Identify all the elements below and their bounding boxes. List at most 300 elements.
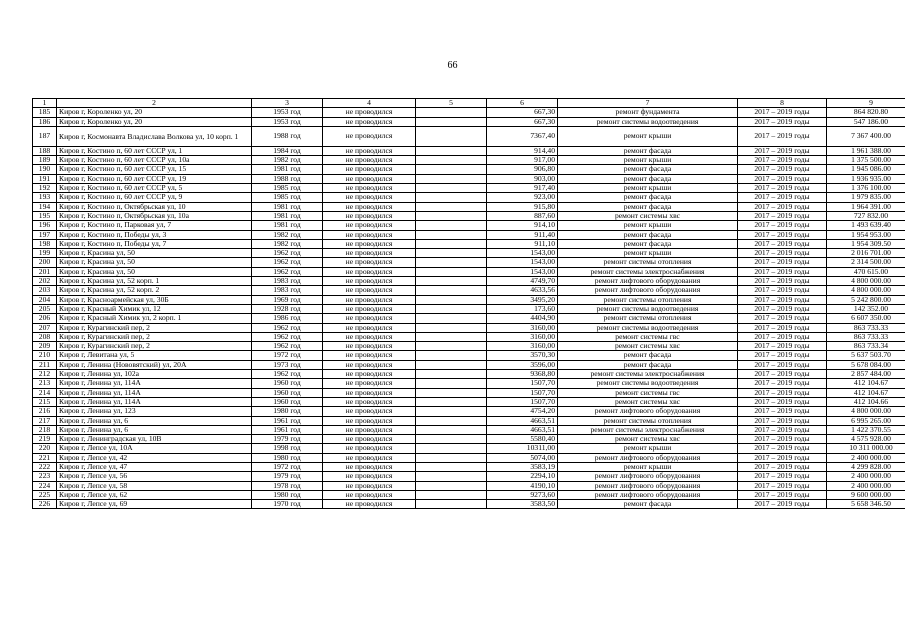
cell-address: Киров г, Костино п, Победы ул, 3	[57, 230, 252, 239]
cell-last-repair: не проводился	[323, 108, 416, 117]
cell-area: 911,40	[487, 230, 558, 239]
cell-row-number: 223	[33, 472, 57, 481]
cell-address: Киров г, Курагинский пер, 2	[57, 332, 252, 341]
cell-area: 3160,00	[487, 323, 558, 332]
cell-period: 2017 – 2019 годы	[738, 435, 827, 444]
cell-cost: 2 400 000.00	[827, 481, 905, 490]
cell-area: 3583,19	[487, 462, 558, 471]
cell-last-repair: не проводился	[323, 156, 416, 165]
cell-cost: 6 995 265.00	[827, 416, 905, 425]
table-row	[33, 295, 905, 304]
cell-cost: 1 945 086.00	[827, 165, 905, 174]
cell-period: 2017 – 2019 годы	[738, 453, 827, 462]
cell-row-number: 197	[33, 230, 57, 239]
cell-work-type: ремонт системы отопления	[558, 258, 738, 267]
cell-last-repair: не проводился	[323, 332, 416, 341]
cell-area: 3160,00	[487, 342, 558, 351]
cell-area: 3160,00	[487, 332, 558, 341]
cell-build-year: 1982 год	[252, 230, 323, 239]
cell-period: 2017 – 2019 годы	[738, 174, 827, 183]
cell-col-5	[416, 295, 487, 304]
cell-col-5	[416, 156, 487, 165]
cell-period: 2017 – 2019 годы	[738, 286, 827, 295]
cell-col-5	[416, 425, 487, 434]
cell-area: 5074,00	[487, 453, 558, 462]
cell-cost: 727 832.00	[827, 211, 905, 220]
cell-cost: 1 979 835.00	[827, 193, 905, 202]
column-number-1: 1	[33, 99, 57, 108]
cell-col-5	[416, 490, 487, 499]
cell-col-5	[416, 304, 487, 313]
cell-col-5	[416, 472, 487, 481]
cell-work-type: ремонт системы водоотведения	[558, 379, 738, 388]
cell-period: 2017 – 2019 годы	[738, 221, 827, 230]
page-number: 66	[447, 60, 458, 71]
cell-row-number: 214	[33, 388, 57, 397]
table-row	[33, 267, 905, 276]
cell-build-year: 1962 год	[252, 323, 323, 332]
cell-col-5	[416, 444, 487, 453]
cell-period: 2017 – 2019 годы	[738, 156, 827, 165]
cell-row-number: 222	[33, 462, 57, 471]
cell-row-number: 201	[33, 267, 57, 276]
cell-cost: 1 422 370.55	[827, 425, 905, 434]
cell-period: 2017 – 2019 годы	[738, 481, 827, 490]
cell-work-type: ремонт системы отопления	[558, 295, 738, 304]
cell-cost: 864 820.80	[827, 108, 905, 117]
column-number-5: 5	[416, 99, 487, 108]
table-row	[33, 202, 905, 211]
cell-row-number: 191	[33, 174, 57, 183]
cell-cost: 5 658 346.50	[827, 500, 905, 509]
cell-build-year: 1981 год	[252, 221, 323, 230]
table-row	[33, 388, 905, 397]
cell-cost: 1 936 935.00	[827, 174, 905, 183]
cell-last-repair: не проводился	[323, 314, 416, 323]
cell-last-repair: не проводился	[323, 174, 416, 183]
cell-work-type: ремонт системы хвс	[558, 211, 738, 220]
cell-area: 4663,51	[487, 416, 558, 425]
column-number-7: 7	[558, 99, 738, 108]
cell-period: 2017 – 2019 годы	[738, 314, 827, 323]
cell-address: Киров г, Ленина ул, 114А	[57, 397, 252, 406]
cell-address: Киров г, Левитана ул, 5	[57, 351, 252, 360]
cell-last-repair: не проводился	[323, 472, 416, 481]
cell-work-type: ремонт фасада	[558, 360, 738, 369]
cell-last-repair: не проводился	[323, 481, 416, 490]
cell-cost: 4 299 828.00	[827, 462, 905, 471]
cell-address: Киров г, Красина ул, 50	[57, 258, 252, 267]
cell-row-number: 216	[33, 407, 57, 416]
cell-col-5	[416, 258, 487, 267]
cell-cost: 470 615.00	[827, 267, 905, 276]
cell-row-number: 204	[33, 295, 57, 304]
cell-area: 917,00	[487, 156, 558, 165]
cell-address: Киров г, Красный Химик ул, 12	[57, 304, 252, 313]
cell-build-year: 1986 год	[252, 314, 323, 323]
cell-address: Киров г, Красный Химик ул, 2 корп. 1	[57, 314, 252, 323]
cell-address: Киров г, Лепсе ул, 69	[57, 500, 252, 509]
cell-area: 173,60	[487, 304, 558, 313]
cell-work-type: ремонт системы отопления	[558, 416, 738, 425]
table-row	[33, 258, 905, 267]
cell-address: Киров г, Красина ул, 52 корп. 2	[57, 286, 252, 295]
cell-last-repair: не проводился	[323, 397, 416, 406]
cell-area: 915,80	[487, 202, 558, 211]
column-number-2: 2	[57, 99, 252, 108]
cell-build-year: 1984 год	[252, 146, 323, 155]
cell-build-year: 1960 год	[252, 397, 323, 406]
cell-cost: 1 376 100.00	[827, 184, 905, 193]
cell-build-year: 1972 год	[252, 462, 323, 471]
cell-area: 4404,90	[487, 314, 558, 323]
table-row	[33, 481, 905, 490]
cell-period: 2017 – 2019 годы	[738, 444, 827, 453]
cell-period: 2017 – 2019 годы	[738, 258, 827, 267]
cell-address: Киров г, Костино п, Парковая ул, 7	[57, 221, 252, 230]
cell-work-type: ремонт фасада	[558, 351, 738, 360]
cell-cost: 412 104.67	[827, 379, 905, 388]
cell-cost: 4 800 000.00	[827, 277, 905, 286]
cell-area: 4633,56	[487, 286, 558, 295]
cell-work-type: ремонт фасада	[558, 202, 738, 211]
cell-period: 2017 – 2019 годы	[738, 117, 827, 126]
table-row	[33, 277, 905, 286]
cell-row-number: 206	[33, 314, 57, 323]
cell-row-number: 190	[33, 165, 57, 174]
cell-work-type: ремонт крыши	[558, 249, 738, 258]
table-row	[33, 165, 905, 174]
table-row	[33, 184, 905, 193]
cell-work-type: ремонт лифтового оборудования	[558, 277, 738, 286]
cell-row-number: 186	[33, 117, 57, 126]
cell-period: 2017 – 2019 годы	[738, 108, 827, 117]
cell-row-number: 198	[33, 239, 57, 248]
cell-period: 2017 – 2019 годы	[738, 407, 827, 416]
cell-build-year: 1985 год	[252, 184, 323, 193]
cell-last-repair: не проводился	[323, 184, 416, 193]
cell-cost: 412 104.67	[827, 388, 905, 397]
cell-area: 4754,20	[487, 407, 558, 416]
cell-build-year: 1980 год	[252, 407, 323, 416]
cell-area: 917,40	[487, 184, 558, 193]
cell-build-year: 1982 год	[252, 239, 323, 248]
table-row	[33, 453, 905, 462]
column-number-4: 4	[323, 99, 416, 108]
cell-last-repair: не проводился	[323, 500, 416, 509]
table-row	[33, 126, 905, 146]
table-row	[33, 249, 905, 258]
cell-row-number: 188	[33, 146, 57, 155]
cell-area: 906,80	[487, 165, 558, 174]
cell-period: 2017 – 2019 годы	[738, 388, 827, 397]
cell-col-5	[416, 277, 487, 286]
cell-work-type: ремонт крыши	[558, 156, 738, 165]
cell-col-5	[416, 314, 487, 323]
cell-cost: 2 016 701.00	[827, 249, 905, 258]
cell-build-year: 1978 год	[252, 481, 323, 490]
cell-row-number: 192	[33, 184, 57, 193]
cell-build-year: 1961 год	[252, 425, 323, 434]
cell-last-repair: не проводился	[323, 286, 416, 295]
cell-address: Киров г, Костино п, Победы ул, 7	[57, 239, 252, 248]
cell-cost: 7 367 400.00	[827, 126, 905, 146]
cell-row-number: 193	[33, 193, 57, 202]
cell-row-number: 220	[33, 444, 57, 453]
cell-cost: 2 400 000.00	[827, 472, 905, 481]
cell-period: 2017 – 2019 годы	[738, 342, 827, 351]
cell-row-number: 185	[33, 108, 57, 117]
cell-last-repair: не проводился	[323, 249, 416, 258]
cell-work-type: ремонт фасада	[558, 193, 738, 202]
cell-build-year: 1988 год	[252, 174, 323, 183]
cell-row-number: 187	[33, 126, 57, 146]
cell-col-5	[416, 435, 487, 444]
cell-cost: 412 104.66	[827, 397, 905, 406]
cell-period: 2017 – 2019 годы	[738, 379, 827, 388]
cell-col-5	[416, 165, 487, 174]
cell-col-5	[416, 184, 487, 193]
table-row	[33, 323, 905, 332]
cell-col-5	[416, 174, 487, 183]
cell-col-5	[416, 453, 487, 462]
table-row	[33, 304, 905, 313]
cell-address: Киров г, Лепсе ул, 56	[57, 472, 252, 481]
cell-col-5	[416, 202, 487, 211]
cell-cost: 142 352.00	[827, 304, 905, 313]
cell-col-5	[416, 239, 487, 248]
cell-address: Киров г, Костино п, 60 лет СССР ул, 1	[57, 146, 252, 155]
cell-last-repair: не проводился	[323, 267, 416, 276]
table-row	[33, 193, 905, 202]
cell-build-year: 1973 год	[252, 360, 323, 369]
cell-build-year: 1962 год	[252, 258, 323, 267]
cell-work-type: ремонт системы хвс	[558, 342, 738, 351]
cell-period: 2017 – 2019 годы	[738, 351, 827, 360]
cell-last-repair: не проводился	[323, 211, 416, 220]
cell-last-repair: не проводился	[323, 165, 416, 174]
cell-row-number: 189	[33, 156, 57, 165]
cell-address: Киров г, Костино п, 60 лет СССР ул, 19	[57, 174, 252, 183]
table-row	[33, 360, 905, 369]
cell-period: 2017 – 2019 годы	[738, 360, 827, 369]
cell-period: 2017 – 2019 годы	[738, 184, 827, 193]
cell-address: Киров г, Космонавта Владислава Волкова ул, 10 корп. 1	[57, 126, 252, 146]
cell-last-repair: не проводился	[323, 435, 416, 444]
cell-work-type: ремонт системы гвс	[558, 388, 738, 397]
cell-last-repair: не проводился	[323, 425, 416, 434]
cell-address: Киров г, Ленина ул, 123	[57, 407, 252, 416]
cell-work-type: ремонт крыши	[558, 126, 738, 146]
cell-last-repair: не проводился	[323, 453, 416, 462]
cell-col-5	[416, 108, 487, 117]
cell-work-type: ремонт фасада	[558, 230, 738, 239]
cell-address: Киров г, Ленина ул, 102а	[57, 370, 252, 379]
cell-work-type: ремонт системы водоотведения	[558, 117, 738, 126]
cell-area: 887,60	[487, 211, 558, 220]
cell-last-repair: не проводился	[323, 490, 416, 499]
cell-row-number: 226	[33, 500, 57, 509]
cell-period: 2017 – 2019 годы	[738, 462, 827, 471]
cell-row-number: 196	[33, 221, 57, 230]
cell-col-5	[416, 342, 487, 351]
cell-build-year: 1980 год	[252, 490, 323, 499]
cell-address: Киров г, Костино п, Октябрьская ул, 10	[57, 202, 252, 211]
cell-work-type: ремонт фасада	[558, 146, 738, 155]
cell-build-year: 1988 год	[252, 126, 323, 146]
table-row	[33, 490, 905, 499]
cell-row-number: 199	[33, 249, 57, 258]
cell-cost: 1 964 391.00	[827, 202, 905, 211]
cell-period: 2017 – 2019 годы	[738, 416, 827, 425]
table-row	[33, 146, 905, 155]
cell-work-type: ремонт системы электроснабжения	[558, 267, 738, 276]
cell-last-repair: не проводился	[323, 295, 416, 304]
cell-cost: 4 800 000.00	[827, 407, 905, 416]
cell-address: Киров г, Ленина ул, 6	[57, 416, 252, 425]
table-row	[33, 117, 905, 126]
cell-row-number: 221	[33, 453, 57, 462]
cell-build-year: 1969 год	[252, 295, 323, 304]
cell-row-number: 208	[33, 332, 57, 341]
cell-build-year: 1983 год	[252, 277, 323, 286]
cell-cost: 4 575 928.00	[827, 435, 905, 444]
cell-last-repair: не проводился	[323, 277, 416, 286]
cell-area: 9273,60	[487, 490, 558, 499]
cell-address: Киров г, Красина ул, 50	[57, 267, 252, 276]
cell-build-year: 1960 год	[252, 388, 323, 397]
cell-last-repair: не проводился	[323, 193, 416, 202]
cell-last-repair: не проводился	[323, 342, 416, 351]
cell-row-number: 200	[33, 258, 57, 267]
cell-last-repair: не проводился	[323, 258, 416, 267]
cell-area: 10311,00	[487, 444, 558, 453]
table-body	[33, 99, 905, 509]
cell-period: 2017 – 2019 годы	[738, 211, 827, 220]
cell-address: Киров г, Костино п, Октябрьская ул, 10а	[57, 211, 252, 220]
cell-period: 2017 – 2019 годы	[738, 295, 827, 304]
cell-work-type: ремонт системы водоотведения	[558, 323, 738, 332]
cell-last-repair: не проводился	[323, 230, 416, 239]
cell-work-type: ремонт системы отопления	[558, 314, 738, 323]
cell-work-type: ремонт фасада	[558, 165, 738, 174]
cell-address: Киров г, Курагинский пер, 2	[57, 323, 252, 332]
cell-period: 2017 – 2019 годы	[738, 146, 827, 155]
cell-build-year: 1980 год	[252, 453, 323, 462]
cell-address: Киров г, Лепсе ул, 10А	[57, 444, 252, 453]
cell-area: 7367,40	[487, 126, 558, 146]
table-row	[33, 342, 905, 351]
cell-period: 2017 – 2019 годы	[738, 239, 827, 248]
cell-col-5	[416, 416, 487, 425]
cell-build-year: 1970 год	[252, 500, 323, 509]
cell-period: 2017 – 2019 годы	[738, 304, 827, 313]
cell-row-number: 212	[33, 370, 57, 379]
cell-cost: 1 954 309.50	[827, 239, 905, 248]
cell-work-type: ремонт крыши	[558, 184, 738, 193]
cell-row-number: 217	[33, 416, 57, 425]
cell-last-repair: не проводился	[323, 202, 416, 211]
cell-area: 914,10	[487, 221, 558, 230]
table-row	[33, 397, 905, 406]
table-row	[33, 211, 905, 220]
cell-cost: 5 637 503.70	[827, 351, 905, 360]
cell-address: Киров г, Костино п, 60 лет СССР ул, 5	[57, 184, 252, 193]
cell-build-year: 1972 год	[252, 351, 323, 360]
cell-row-number: 207	[33, 323, 57, 332]
cell-cost: 1 954 953.00	[827, 230, 905, 239]
cell-build-year: 1981 год	[252, 165, 323, 174]
cell-last-repair: не проводился	[323, 351, 416, 360]
cell-col-5	[416, 407, 487, 416]
cell-area: 1543,00	[487, 249, 558, 258]
cell-row-number: 195	[33, 211, 57, 220]
cell-work-type: ремонт системы гвс	[558, 332, 738, 341]
cell-build-year: 1983 год	[252, 286, 323, 295]
cell-cost: 547 186.00	[827, 117, 905, 126]
cell-build-year: 1928 год	[252, 304, 323, 313]
cell-cost: 9 600 000.00	[827, 490, 905, 499]
cell-work-type: ремонт системы хвс	[558, 397, 738, 406]
cell-col-5	[416, 388, 487, 397]
cell-col-5	[416, 323, 487, 332]
cell-period: 2017 – 2019 годы	[738, 370, 827, 379]
cell-address: Киров г, Лепсе ул, 47	[57, 462, 252, 471]
cell-area: 4749,70	[487, 277, 558, 286]
cell-build-year: 1982 год	[252, 156, 323, 165]
cell-cost: 863 733.33	[827, 332, 905, 341]
cell-work-type: ремонт фасада	[558, 239, 738, 248]
cell-work-type: ремонт лифтового оборудования	[558, 407, 738, 416]
cell-address: Киров г, Костино п, 60 лет СССР ул, 15	[57, 165, 252, 174]
cell-period: 2017 – 2019 годы	[738, 500, 827, 509]
cell-area: 3495,20	[487, 295, 558, 304]
column-number-8: 8	[738, 99, 827, 108]
cell-row-number: 210	[33, 351, 57, 360]
cell-col-5	[416, 193, 487, 202]
cell-period: 2017 – 2019 годы	[738, 277, 827, 286]
cell-cost: 4 800 000.00	[827, 286, 905, 295]
cell-area: 667,30	[487, 117, 558, 126]
cell-last-repair: не проводился	[323, 370, 416, 379]
cell-period: 2017 – 2019 годы	[738, 230, 827, 239]
cell-period: 2017 – 2019 годы	[738, 165, 827, 174]
cell-work-type: ремонт крыши	[558, 221, 738, 230]
cell-last-repair: не проводился	[323, 146, 416, 155]
cell-last-repair: не проводился	[323, 239, 416, 248]
cell-build-year: 1962 год	[252, 370, 323, 379]
cell-col-5	[416, 462, 487, 471]
cell-work-type: ремонт лифтового оборудования	[558, 286, 738, 295]
cell-last-repair: не проводился	[323, 323, 416, 332]
cell-build-year: 1962 год	[252, 342, 323, 351]
cell-area: 5580,40	[487, 435, 558, 444]
column-number-9: 9	[827, 99, 905, 108]
cell-build-year: 1960 год	[252, 379, 323, 388]
cell-area: 1507,70	[487, 397, 558, 406]
cell-area: 923,00	[487, 193, 558, 202]
cell-work-type: ремонт фасада	[558, 500, 738, 509]
cell-row-number: 218	[33, 425, 57, 434]
cell-build-year: 1953 год	[252, 117, 323, 126]
table-row	[33, 286, 905, 295]
cell-build-year: 1981 год	[252, 202, 323, 211]
cell-area: 9368,80	[487, 370, 558, 379]
table-row	[33, 108, 905, 117]
cell-work-type: ремонт системы водоотведения	[558, 304, 738, 313]
cell-col-5	[416, 397, 487, 406]
cell-cost: 6 607 350.00	[827, 314, 905, 323]
